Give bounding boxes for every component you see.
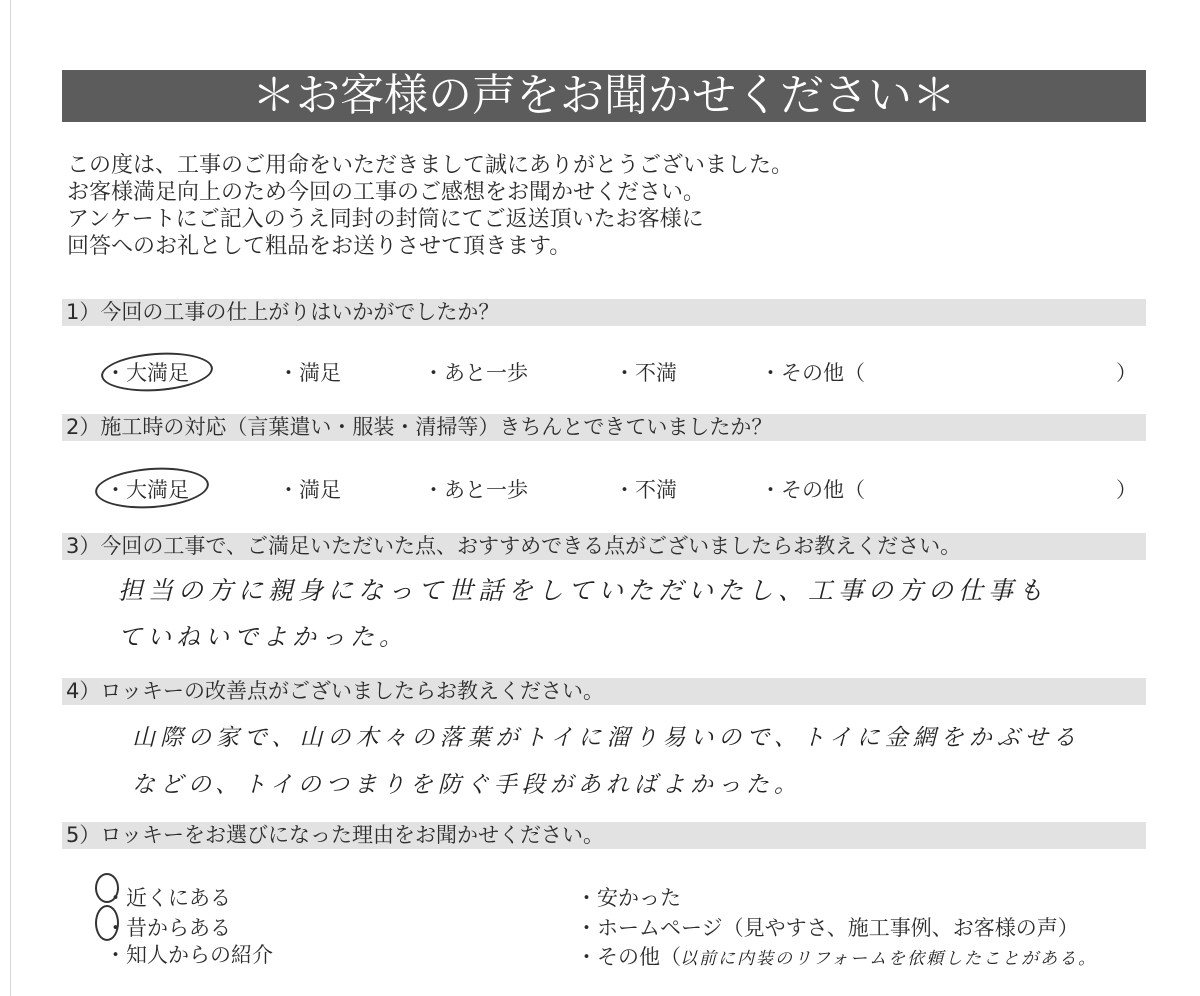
page-edge-line: [10, 0, 11, 996]
question-1-header: 1）今回の工事の仕上がりはいかがでしたか？: [62, 299, 1146, 326]
q2-option-other[interactable]: ・その他（: [760, 478, 865, 502]
survey-title: ＊お客様の声をお聞かせください＊: [62, 70, 1146, 122]
q1-option-satisfied[interactable]: ・満足: [278, 361, 341, 385]
intro-line: 回答へのお礼として粗品をお送りさせて頂きます。: [67, 234, 572, 259]
q5-option-nearby[interactable]: ・近くにある: [105, 886, 231, 910]
q1-option-very-satisfied[interactable]: ・大満足: [105, 361, 189, 385]
intro-line: お客様満足向上のため今回の工事のご感想をお聞かせください。: [67, 180, 706, 205]
intro-line: この度は、工事のご用命をいただきまして誠にありがとうございました。: [67, 153, 794, 178]
question-4-header: 4）ロッキーの改善点がございましたらお教えください。: [62, 678, 1146, 705]
intro-line: アンケートにご記入のうえ同封の封筒にてご返送頂いたお客様に: [67, 207, 704, 232]
q5-option-cheap[interactable]: ・安かった: [576, 886, 681, 910]
q5-option-other[interactable]: ・その他（: [576, 945, 681, 969]
question-3-header: 3）今回の工事で、ご満足いただいた点、おすすめできる点がございましたらお教えください。: [62, 533, 1146, 560]
q5-selected-mark: [95, 873, 119, 903]
q5-option-homepage[interactable]: ・ホームページ（見やすさ、施工事例、お客様の声）: [576, 916, 1079, 940]
q2-selected-circle-mark: [94, 464, 211, 512]
q5-option-long-established[interactable]: ・昔からある: [105, 916, 231, 940]
q4-answer-line: などの、トイのつまりを防ぐ手段があればよかった。: [132, 772, 802, 798]
q5-selected-mark: [95, 905, 119, 941]
q3-answer-line: ていねいでよかった。: [118, 623, 408, 651]
intro-text: [67, 152, 793, 260]
q1-selected-circle-mark: [100, 349, 214, 395]
q4-answer-line: 山際の家で、山の木々の落葉がトイに溜り易いので、トイに金網をかぶせる: [132, 725, 1081, 751]
q5-other-answer: 以前に内装のリフォームを依頼したことがある。: [680, 949, 1098, 969]
q1-other-close-paren: ）: [1116, 361, 1137, 385]
q1-option-almost[interactable]: ・あと一歩: [423, 361, 528, 385]
q2-other-close-paren: ）: [1116, 478, 1137, 502]
q1-option-dissatisfied[interactable]: ・不満: [614, 361, 677, 385]
q1-option-other[interactable]: ・その他（: [760, 361, 865, 385]
question-2-header: 2）施工時の対応（言葉遣い・服装・清掃等）きちんとできていましたか？: [62, 414, 1146, 441]
q2-option-almost[interactable]: ・あと一歩: [423, 478, 528, 502]
q2-option-satisfied[interactable]: ・満足: [278, 478, 341, 502]
q5-option-referral[interactable]: ・知人からの紹介: [105, 943, 273, 967]
q2-option-dissatisfied[interactable]: ・不満: [614, 478, 677, 502]
q3-answer-line: 担当の方に親身になって世話をしていただいたし、工事の方の仕事も: [118, 576, 1049, 605]
q2-option-very-satisfied[interactable]: ・大満足: [105, 478, 189, 502]
question-5-header: 5）ロッキーをお選びになった理由をお聞かせください。: [62, 822, 1146, 849]
